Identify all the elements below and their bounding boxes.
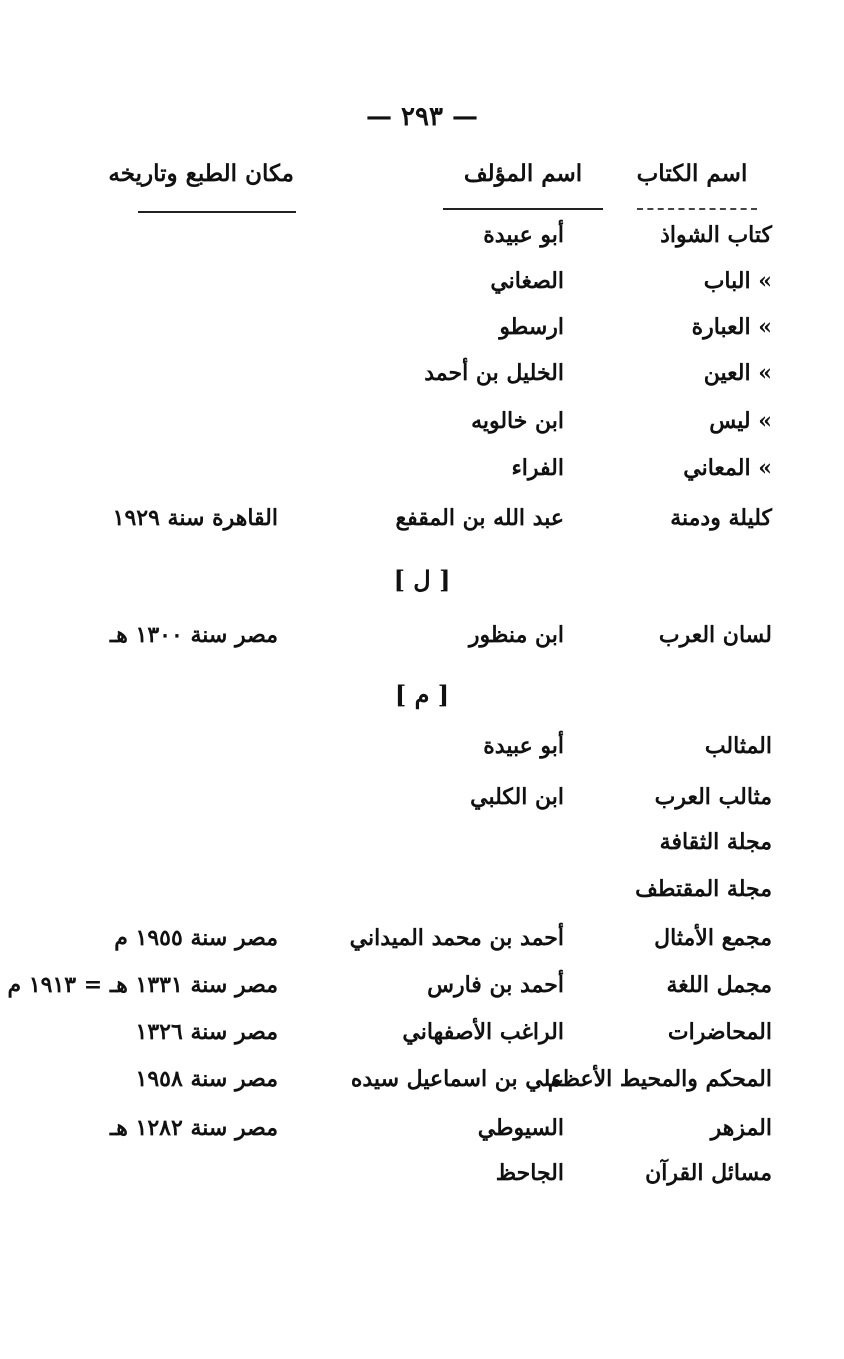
book-title: » ليس	[709, 408, 772, 434]
book-title: المحاضرات	[667, 1019, 772, 1045]
author-name: أبو عبيدة	[483, 733, 564, 759]
table-row	[0, 1066, 844, 1100]
book-title: » العبارة	[691, 314, 772, 340]
book-title: مثالب العرب	[654, 784, 772, 810]
book-title: » الباب	[703, 268, 772, 294]
table-row	[0, 784, 844, 818]
print-place: مصر سنة ١٢٨٢ هـ	[109, 1115, 278, 1141]
author-name: ابن الكلبي	[470, 784, 564, 810]
header-book-name: اسم الكتاب	[636, 160, 748, 187]
print-place: مصر سنة ١٩٥٨	[135, 1066, 278, 1092]
book-title: المحكم والمحيط الأعظم	[547, 1066, 772, 1092]
author-name: السيوطي	[477, 1115, 564, 1141]
table-row	[0, 876, 844, 910]
header-underline-place	[138, 211, 296, 213]
print-place: مصر سنة ١٣٣١ هـ = ١٩١٣ م	[7, 972, 278, 998]
author-name: الجاحظ	[495, 1160, 564, 1186]
author-name: الراغب الأصفهاني	[402, 1019, 564, 1045]
header-underline-book	[637, 208, 757, 210]
header-author-name: اسم المؤلف	[463, 160, 583, 187]
table-row	[0, 455, 844, 489]
table-row	[0, 829, 844, 863]
table-row	[0, 972, 844, 1006]
author-name: الفراء	[511, 455, 564, 481]
book-title: المثالب	[704, 733, 772, 759]
print-place: مصر سنة ١٣٢٦	[135, 1019, 278, 1045]
table-row	[0, 733, 844, 767]
book-title: مجلة الثقافة	[659, 829, 772, 855]
author-name: أحمد بن محمد الميداني	[349, 925, 564, 951]
section-letter-lam: [ ل ]	[393, 565, 451, 594]
author-name: عبد الله بن المقفع	[395, 505, 564, 531]
author-name: علي بن اسماعيل سيده	[350, 1066, 564, 1092]
author-name: أبو عبيدة	[483, 222, 564, 248]
author-name: الصغاني	[490, 268, 564, 294]
print-place: مصر سنة ١٩٥٥ م	[114, 925, 278, 951]
book-title: مجلة المقتطف	[635, 876, 772, 902]
table-row	[0, 1019, 844, 1053]
table-row	[0, 268, 844, 302]
table-row	[0, 1160, 844, 1194]
book-title: مسائل القرآن	[645, 1160, 772, 1186]
book-title: لسان العرب	[658, 622, 772, 648]
book-title: مجمل اللغة	[666, 972, 772, 998]
author-name: الخليل بن أحمد	[424, 360, 564, 386]
table-row	[0, 622, 844, 656]
header-print-place: مكان الطبع وتاريخه	[108, 160, 294, 187]
table-row	[0, 925, 844, 959]
book-title: مجمع الأمثال	[654, 925, 772, 951]
book-title: المزهر	[710, 1115, 772, 1141]
table-row	[0, 314, 844, 348]
table-row	[0, 222, 844, 256]
book-title: كتاب الشواذ	[660, 222, 772, 248]
book-title: » المعاني	[683, 455, 772, 481]
page-number: — ٢٩٣ —	[365, 102, 479, 132]
book-title: » العين	[703, 360, 772, 386]
print-place: مصر سنة ١٣٠٠ هـ	[109, 622, 278, 648]
book-title: كليلة ودمنة	[670, 505, 772, 531]
print-place: القاهرة سنة ١٩٢٩	[112, 505, 278, 531]
table-row	[0, 360, 844, 394]
table-row	[0, 408, 844, 442]
author-name: ارسطو	[499, 314, 564, 340]
header-underline-author	[443, 208, 603, 210]
table-row	[0, 505, 844, 539]
author-name: أحمد بن فارس	[427, 972, 564, 998]
page-number-value: ٢٩٣	[401, 102, 443, 132]
author-name: ابن منظور	[468, 622, 564, 648]
table-row	[0, 1115, 844, 1149]
section-letter-mim: [ م ]	[394, 680, 450, 709]
author-name: ابن خالويه	[471, 408, 564, 434]
